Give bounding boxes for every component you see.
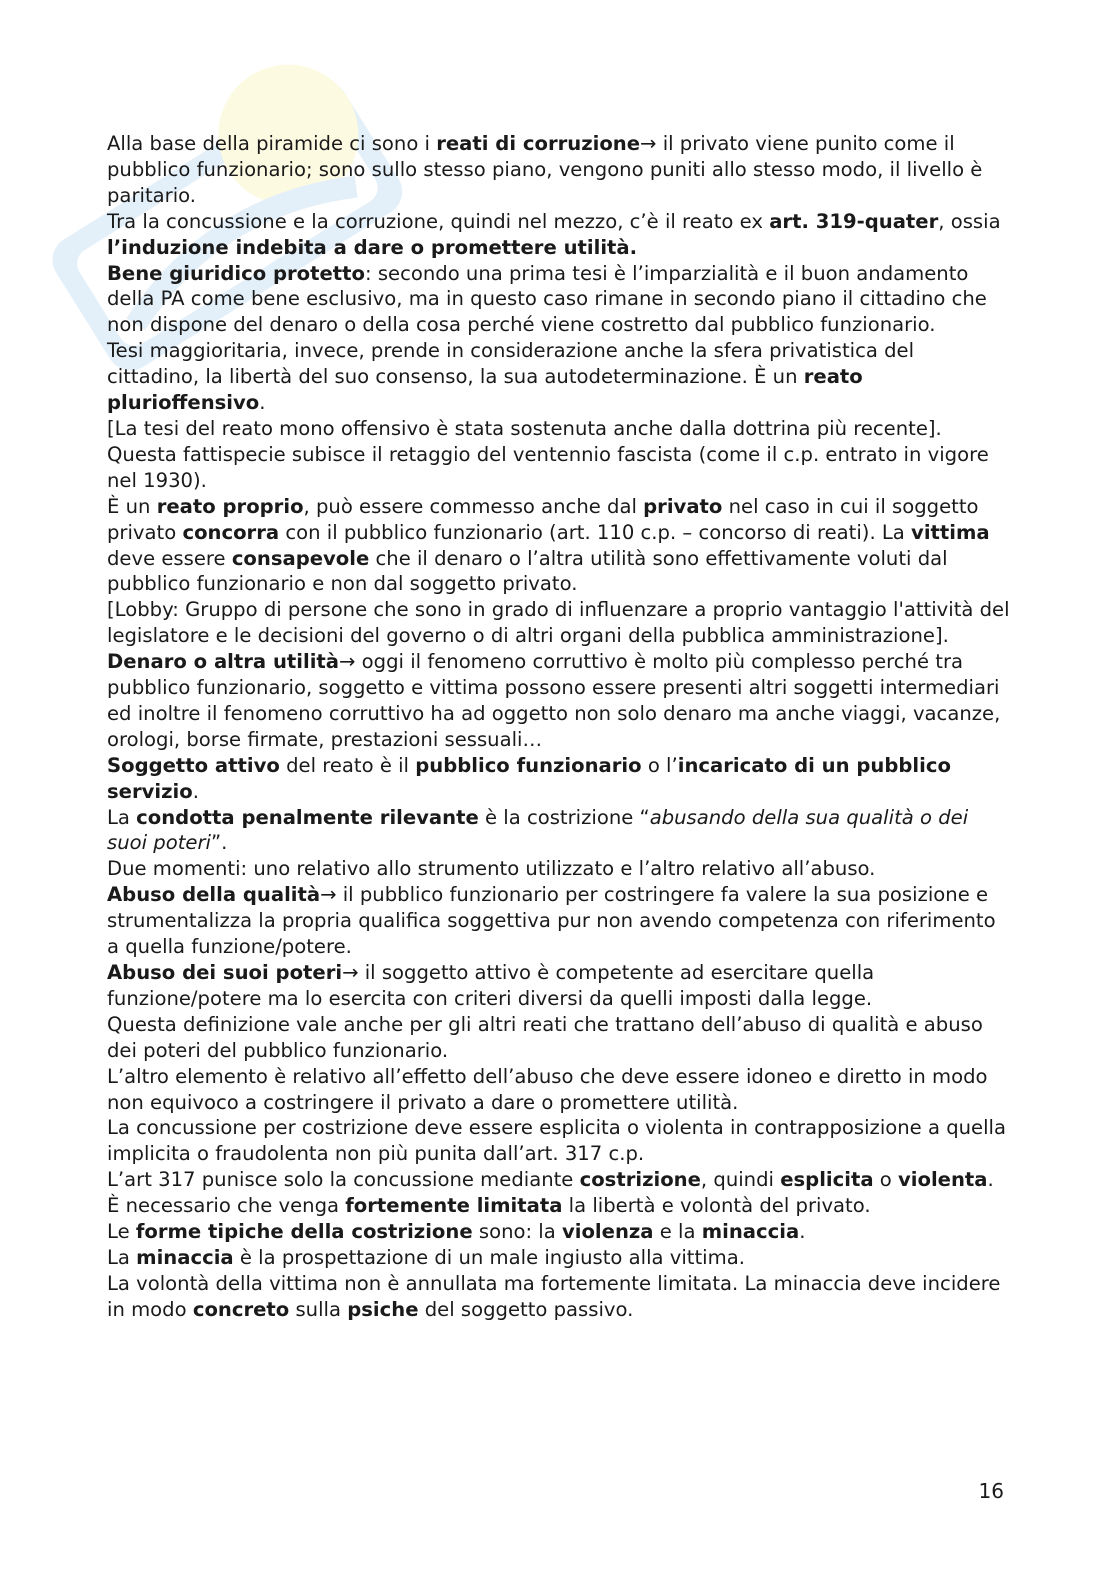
paragraph [107, 960, 1012, 1012]
text-run: La concussione per costrizione deve essere esplicita o violenta in contrapposizione a quella implicita o fraudolenta non più punita dall’art. 317 c.p. [107, 1116, 1007, 1166]
bold-text: costrizione [579, 1168, 701, 1192]
text-run: del soggetto passivo. [418, 1297, 634, 1321]
bold-text: reato plurioffensivo [107, 365, 863, 415]
text-run: Le [107, 1220, 136, 1244]
text-run: È un [107, 494, 157, 518]
text-run: è la prospettazione di un male ingiusto alla vittima. [233, 1245, 745, 1269]
bold-text: pubblico funzionario [415, 753, 642, 777]
bold-text: Denaro o altra utilità [107, 650, 340, 674]
text-run: sono: la [472, 1220, 562, 1244]
text-run: deve essere [107, 546, 232, 570]
paragraph [107, 753, 1012, 805]
document-body [107, 131, 1012, 1323]
text-run: la libertà e volontà del privato. [562, 1194, 871, 1218]
paragraph [107, 1245, 1012, 1271]
text-run: sulla [289, 1297, 348, 1321]
page-number: 16 [978, 1479, 1004, 1503]
bold-text: Abuso della qualità [107, 883, 321, 907]
bold-text: violenza [561, 1220, 654, 1244]
bold-text: consapevole [231, 546, 370, 570]
text-run: L’altro elemento è relativo all’effetto dell’abuso che deve essere idoneo e diretto in modo non equivoco a costringere il privato a dare o promettere utilità. [107, 1064, 988, 1114]
text-run: Questa fattispecie subisce il retaggio del ventennio fascista (come il c.p. entrato in vigore nel 1930). [107, 442, 989, 492]
text-run: nel caso in cui il soggetto privato [107, 494, 979, 544]
bold-text: l’induzione indebita a dare o promettere utilità. [107, 235, 638, 259]
bold-text: privato [643, 494, 723, 518]
paragraph [107, 131, 1012, 209]
bold-text: violenta [898, 1168, 988, 1192]
bold-text: reati di corruzione [436, 132, 641, 155]
text-run: Tesi maggioritaria, invece, prende in considerazione anche la sfera privatistica del cittadino, la libertà del suo consenso, la sua autodeterminazione. È un [107, 339, 915, 389]
bold-text: concreto [192, 1297, 290, 1321]
paragraph [107, 209, 1012, 261]
text-run: La volontà della vittima non è annullata ma fortemente limitata. La minaccia deve incidere in modo [107, 1271, 1001, 1321]
text-run: . [259, 391, 266, 415]
text-run: che il denaro o l’altra utilità sono effettivamente voluti dal pubblico funzionario e non dal soggetto privato. [107, 546, 948, 596]
text-run: [Lobby: Gruppo di persone che sono in grado di influenzare a proprio vantaggio l'attività del legislatore e le decisioni del governo o di altri organi della pubblica amministrazione]. [107, 598, 1010, 648]
text-run: L’art 317 punisce solo la concussione mediante [107, 1168, 580, 1192]
bold-text: art. 319-quater [769, 209, 939, 233]
text-run: o [873, 1168, 899, 1192]
paragraph [107, 805, 1012, 857]
paragraph [107, 1012, 1012, 1064]
bold-text: Abuso dei suoi poteri [107, 961, 343, 984]
text-run: Alla base della piramide ci sono i [107, 132, 437, 155]
bold-text: minaccia [701, 1220, 800, 1244]
bold-text: minaccia [136, 1245, 234, 1269]
paragraph [107, 882, 1012, 960]
paragraph [107, 1167, 1012, 1193]
bold-text: condotta penalmente rilevante [136, 805, 479, 829]
text-run: → il privato viene punito come il pubblico funzionario; sono sullo stesso piano, vengono puniti allo stesso modo, il livello è paritario. [107, 132, 983, 207]
bold-text: reato proprio [156, 494, 304, 518]
paragraph [107, 1064, 1012, 1116]
text-run: Tra la concussione e la corruzione, quindi nel mezzo, c’è il reato ex [107, 209, 770, 233]
bold-text: Bene giuridico protetto [107, 261, 365, 285]
text-run: Questa definizione vale anche per gli altri reati che trattano dell’abuso di qualità e abuso dei poteri del pubblico funzionario. [107, 1012, 983, 1062]
text-run: è la costrizione “ [478, 805, 650, 829]
text-run: La [107, 805, 137, 829]
text-run: Due momenti: uno relativo allo strumento utilizzato e l’altro relativo all’abuso. [107, 857, 876, 881]
text-run: : secondo una prima tesi è l’imparzialità e il buon andamento della PA come bene esclusivo, ma in questo caso rimane in secondo piano il cittadino che non dispone del denaro o della cosa perché viene costretto dal pubblico funzionario. [107, 261, 987, 337]
bold-text: incaricato di un pubblico servizio [107, 753, 951, 803]
text-run: . [987, 1168, 994, 1192]
text-run: → il soggetto attivo è competente ad esercitare quella funzione/potere ma lo esercita con criteri diversi da quelli imposti dalla legge. [107, 961, 875, 1010]
bold-text: psiche [347, 1297, 419, 1321]
italic-text: abusando della sua qualità o dei suoi poteri [107, 805, 969, 855]
text-run: La [107, 1245, 137, 1269]
text-run: con il pubblico funzionario (art. 110 c.p. – concorso di reati). La [279, 520, 912, 544]
text-run: → oggi il fenomeno corruttivo è molto più complesso perché tra pubblico funzionario, soggetto e vittima possono essere presenti altri soggetti intermediari ed inoltre il fenomeno corruttivo ha ad oggetto non solo denaro ma anche viaggi, vacanze, orologi, borse firmate, prestazioni sessuali… [107, 650, 1001, 751]
text-run: È necessario che venga [107, 1194, 346, 1218]
paragraph [107, 494, 1012, 598]
text-run: , ossia [938, 209, 1001, 233]
bold-text: esplicita [780, 1168, 874, 1192]
paragraph [107, 1115, 1012, 1167]
bold-text: vittima [911, 520, 990, 544]
text-run: del reato è il [279, 753, 416, 777]
paragraph [107, 338, 1012, 416]
text-run: , può essere commesso anche dal [303, 494, 644, 518]
text-run: . [799, 1220, 806, 1244]
text-run: e la [653, 1220, 702, 1244]
text-run: [La tesi del reato mono offensivo è stata sostenuta anche dalla dottrina più recente]. [107, 416, 942, 440]
paragraph [107, 1193, 1012, 1219]
paragraph [107, 261, 1012, 339]
paragraph [107, 856, 1012, 882]
bold-text: fortemente limitata [345, 1194, 563, 1218]
paragraph [107, 416, 1012, 442]
bold-text: forme tipiche della costrizione [135, 1220, 473, 1244]
paragraph [107, 649, 1012, 753]
paragraph [107, 597, 1012, 649]
text-run: ”. [210, 831, 228, 855]
bold-text: concorra [182, 520, 280, 544]
text-run: o l’ [641, 753, 678, 777]
text-run: . [192, 779, 199, 803]
paragraph [107, 1219, 1012, 1245]
text-run: , quindi [700, 1168, 781, 1192]
bold-text: Soggetto attivo [107, 753, 280, 777]
paragraph [107, 1271, 1012, 1323]
paragraph [107, 442, 1012, 494]
text-run: → il pubblico funzionario per costringere fa valere la sua posizione e strumentalizza la propria qualifica soggettiva pur non avendo competenza con riferimento a quella funzione/potere. [107, 883, 996, 959]
